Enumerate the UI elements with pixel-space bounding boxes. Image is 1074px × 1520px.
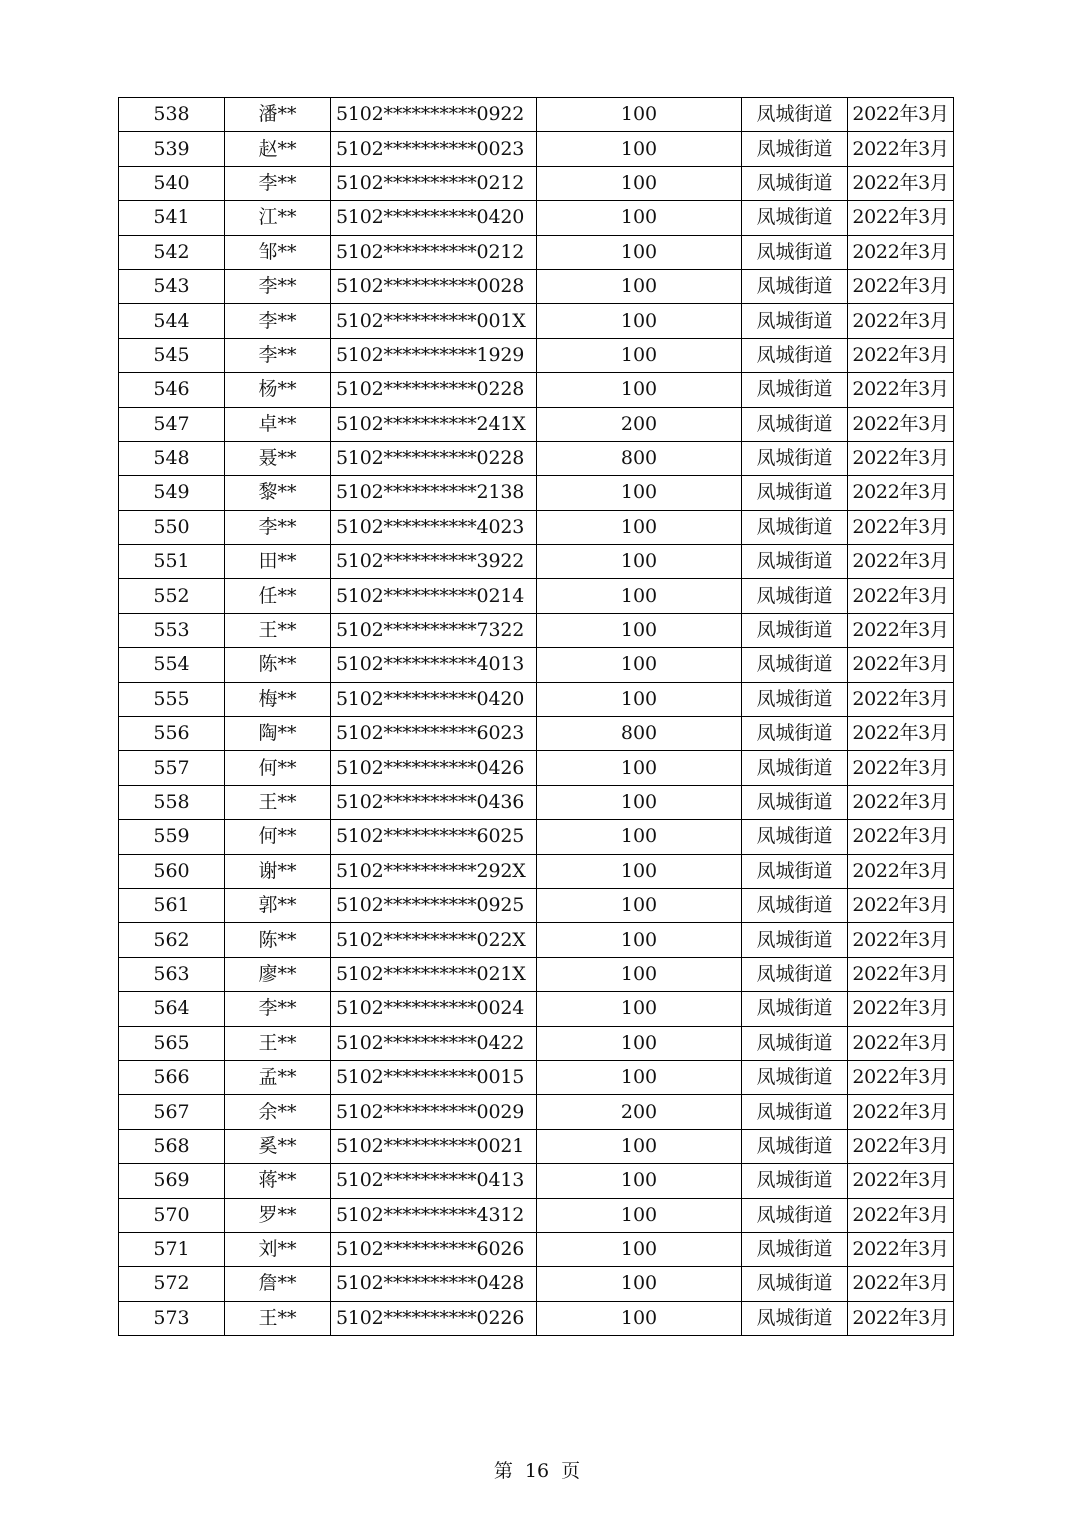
street-cell: 凤城街道: [742, 132, 848, 166]
amount-cell: 100: [537, 613, 742, 647]
amount-cell: 100: [537, 820, 742, 854]
name-cell: 王**: [225, 785, 331, 819]
date-cell: 2022年3月: [848, 407, 954, 441]
table-row: [119, 1026, 954, 1060]
table-row: [119, 407, 954, 441]
table-row: [119, 992, 954, 1026]
row-number-cell: 549: [119, 476, 225, 510]
name-cell: 王**: [225, 1026, 331, 1060]
row-number-cell: 564: [119, 992, 225, 1026]
date-cell: 2022年3月: [848, 545, 954, 579]
table-row: [119, 613, 954, 647]
table-row: [119, 888, 954, 922]
date-cell: 2022年3月: [848, 201, 954, 235]
row-number-cell: 563: [119, 957, 225, 991]
street-cell: 凤城街道: [742, 923, 848, 957]
table-row: [119, 785, 954, 819]
date-cell: 2022年3月: [848, 1198, 954, 1232]
date-cell: 2022年3月: [848, 373, 954, 407]
table-row: [119, 820, 954, 854]
table-row: [119, 579, 954, 613]
name-cell: 刘**: [225, 1232, 331, 1266]
date-cell: 2022年3月: [848, 1026, 954, 1060]
date-cell: 2022年3月: [848, 1267, 954, 1301]
street-cell: 凤城街道: [742, 510, 848, 544]
name-cell: 聂**: [225, 441, 331, 475]
name-cell: 黎**: [225, 476, 331, 510]
street-cell: 凤城街道: [742, 648, 848, 682]
amount-cell: 100: [537, 373, 742, 407]
id-number-cell: 5102**********6026: [331, 1232, 537, 1266]
name-cell: 余**: [225, 1095, 331, 1129]
street-cell: 凤城街道: [742, 1129, 848, 1163]
id-number-cell: 5102**********0422: [331, 1026, 537, 1060]
street-cell: 凤城街道: [742, 98, 848, 132]
row-number-cell: 566: [119, 1060, 225, 1094]
id-number-cell: 5102**********0228: [331, 373, 537, 407]
amount-cell: 100: [537, 1060, 742, 1094]
id-number-cell: 5102**********0922: [331, 98, 537, 132]
row-number-cell: 562: [119, 923, 225, 957]
street-cell: 凤城街道: [742, 1232, 848, 1266]
name-cell: 赵**: [225, 132, 331, 166]
table-row: [119, 1267, 954, 1301]
street-cell: 凤城街道: [742, 1301, 848, 1335]
date-cell: 2022年3月: [848, 1232, 954, 1266]
street-cell: 凤城街道: [742, 1198, 848, 1232]
date-cell: 2022年3月: [848, 441, 954, 475]
id-number-cell: 5102**********7322: [331, 613, 537, 647]
name-cell: 王**: [225, 613, 331, 647]
amount-cell: 100: [537, 992, 742, 1026]
name-cell: 孟**: [225, 1060, 331, 1094]
amount-cell: 800: [537, 441, 742, 475]
records-table: [118, 97, 954, 1336]
name-cell: 任**: [225, 579, 331, 613]
table-row: [119, 269, 954, 303]
row-number-cell: 569: [119, 1164, 225, 1198]
name-cell: 邹**: [225, 235, 331, 269]
street-cell: 凤城街道: [742, 785, 848, 819]
row-number-cell: 556: [119, 717, 225, 751]
date-cell: 2022年3月: [848, 785, 954, 819]
name-cell: 谢**: [225, 854, 331, 888]
amount-cell: 100: [537, 269, 742, 303]
street-cell: 凤城街道: [742, 682, 848, 716]
row-number-cell: 548: [119, 441, 225, 475]
id-number-cell: 5102**********6023: [331, 717, 537, 751]
row-number-cell: 540: [119, 166, 225, 200]
row-number-cell: 573: [119, 1301, 225, 1335]
id-number-cell: 5102**********0024: [331, 992, 537, 1026]
street-cell: 凤城街道: [742, 1060, 848, 1094]
amount-cell: 100: [537, 957, 742, 991]
id-number-cell: 5102**********0023: [331, 132, 537, 166]
table-row: [119, 476, 954, 510]
table-row: [119, 854, 954, 888]
name-cell: 李**: [225, 338, 331, 372]
row-number-cell: 544: [119, 304, 225, 338]
table-row: [119, 1164, 954, 1198]
date-cell: 2022年3月: [848, 1095, 954, 1129]
date-cell: 2022年3月: [848, 1129, 954, 1163]
name-cell: 陈**: [225, 648, 331, 682]
row-number-cell: 538: [119, 98, 225, 132]
name-cell: 詹**: [225, 1267, 331, 1301]
name-cell: 蒋**: [225, 1164, 331, 1198]
date-cell: 2022年3月: [848, 682, 954, 716]
row-number-cell: 559: [119, 820, 225, 854]
amount-cell: 100: [537, 682, 742, 716]
date-cell: 2022年3月: [848, 613, 954, 647]
id-number-cell: 5102**********0021: [331, 1129, 537, 1163]
table-row: [119, 338, 954, 372]
id-number-cell: 5102**********001X: [331, 304, 537, 338]
street-cell: 凤城街道: [742, 166, 848, 200]
table-row: [119, 235, 954, 269]
id-number-cell: 5102**********022X: [331, 923, 537, 957]
id-number-cell: 5102**********0925: [331, 888, 537, 922]
page-label-prefix: 第: [493, 1460, 513, 1482]
street-cell: 凤城街道: [742, 613, 848, 647]
row-number-cell: 558: [119, 785, 225, 819]
table-row: [119, 1301, 954, 1335]
row-number-cell: 554: [119, 648, 225, 682]
id-number-cell: 5102**********292X: [331, 854, 537, 888]
table-row: [119, 132, 954, 166]
amount-cell: 100: [537, 888, 742, 922]
table-row: [119, 923, 954, 957]
id-number-cell: 5102**********0029: [331, 1095, 537, 1129]
name-cell: 何**: [225, 820, 331, 854]
id-number-cell: 5102**********0426: [331, 751, 537, 785]
date-cell: 2022年3月: [848, 923, 954, 957]
row-number-cell: 572: [119, 1267, 225, 1301]
name-cell: 李**: [225, 510, 331, 544]
amount-cell: 100: [537, 476, 742, 510]
street-cell: 凤城街道: [742, 269, 848, 303]
street-cell: 凤城街道: [742, 888, 848, 922]
row-number-cell: 551: [119, 545, 225, 579]
amount-cell: 200: [537, 407, 742, 441]
name-cell: 李**: [225, 992, 331, 1026]
row-number-cell: 545: [119, 338, 225, 372]
date-cell: 2022年3月: [848, 888, 954, 922]
page-footer: [0, 1456, 1074, 1483]
amount-cell: 100: [537, 201, 742, 235]
id-number-cell: 5102**********0228: [331, 441, 537, 475]
street-cell: 凤城街道: [742, 717, 848, 751]
amount-cell: 100: [537, 235, 742, 269]
table-row: [119, 441, 954, 475]
table-row: [119, 1129, 954, 1163]
amount-cell: 100: [537, 1267, 742, 1301]
amount-cell: 100: [537, 648, 742, 682]
street-cell: 凤城街道: [742, 304, 848, 338]
name-cell: 田**: [225, 545, 331, 579]
street-cell: 凤城街道: [742, 407, 848, 441]
date-cell: 2022年3月: [848, 166, 954, 200]
street-cell: 凤城街道: [742, 476, 848, 510]
amount-cell: 100: [537, 1026, 742, 1060]
date-cell: 2022年3月: [848, 717, 954, 751]
id-number-cell: 5102**********0226: [331, 1301, 537, 1335]
name-cell: 杨**: [225, 373, 331, 407]
amount-cell: 200: [537, 1095, 742, 1129]
row-number-cell: 546: [119, 373, 225, 407]
name-cell: 江**: [225, 201, 331, 235]
amount-cell: 100: [537, 751, 742, 785]
date-cell: 2022年3月: [848, 579, 954, 613]
name-cell: 廖**: [225, 957, 331, 991]
amount-cell: 100: [537, 1232, 742, 1266]
amount-cell: 100: [537, 510, 742, 544]
street-cell: 凤城街道: [742, 957, 848, 991]
date-cell: 2022年3月: [848, 338, 954, 372]
amount-cell: 100: [537, 854, 742, 888]
row-number-cell: 552: [119, 579, 225, 613]
name-cell: 郭**: [225, 888, 331, 922]
id-number-cell: 5102**********2138: [331, 476, 537, 510]
id-number-cell: 5102**********4023: [331, 510, 537, 544]
street-cell: 凤城街道: [742, 579, 848, 613]
id-number-cell: 5102**********0212: [331, 166, 537, 200]
id-number-cell: 5102**********0420: [331, 682, 537, 716]
page-number: 16: [524, 1460, 550, 1482]
row-number-cell: 553: [119, 613, 225, 647]
date-cell: 2022年3月: [848, 1164, 954, 1198]
row-number-cell: 565: [119, 1026, 225, 1060]
table-row: [119, 304, 954, 338]
row-number-cell: 550: [119, 510, 225, 544]
name-cell: 梅**: [225, 682, 331, 716]
name-cell: 陈**: [225, 923, 331, 957]
street-cell: 凤城街道: [742, 373, 848, 407]
table-row: [119, 682, 954, 716]
row-number-cell: 543: [119, 269, 225, 303]
row-number-cell: 561: [119, 888, 225, 922]
name-cell: 奚**: [225, 1129, 331, 1163]
amount-cell: 100: [537, 1164, 742, 1198]
table-row: [119, 1232, 954, 1266]
amount-cell: 100: [537, 304, 742, 338]
name-cell: 陶**: [225, 717, 331, 751]
street-cell: 凤城街道: [742, 854, 848, 888]
street-cell: 凤城街道: [742, 235, 848, 269]
amount-cell: 100: [537, 98, 742, 132]
row-number-cell: 571: [119, 1232, 225, 1266]
name-cell: 李**: [225, 269, 331, 303]
street-cell: 凤城街道: [742, 545, 848, 579]
street-cell: 凤城街道: [742, 820, 848, 854]
street-cell: 凤城街道: [742, 1267, 848, 1301]
row-number-cell: 560: [119, 854, 225, 888]
name-cell: 何**: [225, 751, 331, 785]
street-cell: 凤城街道: [742, 751, 848, 785]
date-cell: 2022年3月: [848, 132, 954, 166]
name-cell: 卓**: [225, 407, 331, 441]
amount-cell: 100: [537, 545, 742, 579]
name-cell: 李**: [225, 304, 331, 338]
id-number-cell: 5102**********3922: [331, 545, 537, 579]
amount-cell: 800: [537, 717, 742, 751]
date-cell: 2022年3月: [848, 751, 954, 785]
amount-cell: 100: [537, 1198, 742, 1232]
name-cell: 罗**: [225, 1198, 331, 1232]
street-cell: 凤城街道: [742, 441, 848, 475]
amount-cell: 100: [537, 785, 742, 819]
table-row: [119, 648, 954, 682]
id-number-cell: 5102**********0413: [331, 1164, 537, 1198]
date-cell: 2022年3月: [848, 648, 954, 682]
id-number-cell: 5102**********0428: [331, 1267, 537, 1301]
table-row: [119, 373, 954, 407]
amount-cell: 100: [537, 579, 742, 613]
street-cell: 凤城街道: [742, 1164, 848, 1198]
date-cell: 2022年3月: [848, 1301, 954, 1335]
table-row: [119, 201, 954, 235]
name-cell: 李**: [225, 166, 331, 200]
row-number-cell: 568: [119, 1129, 225, 1163]
id-number-cell: 5102**********021X: [331, 957, 537, 991]
row-number-cell: 542: [119, 235, 225, 269]
id-number-cell: 5102**********4013: [331, 648, 537, 682]
id-number-cell: 5102**********0015: [331, 1060, 537, 1094]
page-label-suffix: 页: [561, 1460, 581, 1482]
records-table-body: [119, 98, 954, 1336]
date-cell: 2022年3月: [848, 235, 954, 269]
table-row: [119, 545, 954, 579]
amount-cell: 100: [537, 166, 742, 200]
row-number-cell: 547: [119, 407, 225, 441]
date-cell: 2022年3月: [848, 992, 954, 1026]
row-number-cell: 570: [119, 1198, 225, 1232]
date-cell: 2022年3月: [848, 820, 954, 854]
street-cell: 凤城街道: [742, 338, 848, 372]
id-number-cell: 5102**********1929: [331, 338, 537, 372]
table-row: [119, 1060, 954, 1094]
amount-cell: 100: [537, 1129, 742, 1163]
id-number-cell: 5102**********0028: [331, 269, 537, 303]
row-number-cell: 567: [119, 1095, 225, 1129]
table-row: [119, 957, 954, 991]
name-cell: 潘**: [225, 98, 331, 132]
row-number-cell: 557: [119, 751, 225, 785]
id-number-cell: 5102**********0436: [331, 785, 537, 819]
table-row: [119, 717, 954, 751]
id-number-cell: 5102**********0420: [331, 201, 537, 235]
amount-cell: 100: [537, 132, 742, 166]
date-cell: 2022年3月: [848, 476, 954, 510]
table-row: [119, 510, 954, 544]
id-number-cell: 5102**********0212: [331, 235, 537, 269]
name-cell: 王**: [225, 1301, 331, 1335]
street-cell: 凤城街道: [742, 201, 848, 235]
amount-cell: 100: [537, 1301, 742, 1335]
date-cell: 2022年3月: [848, 98, 954, 132]
row-number-cell: 541: [119, 201, 225, 235]
id-number-cell: 5102**********4312: [331, 1198, 537, 1232]
id-number-cell: 5102**********0214: [331, 579, 537, 613]
table-row: [119, 98, 954, 132]
amount-cell: 100: [537, 923, 742, 957]
table-row: [119, 751, 954, 785]
date-cell: 2022年3月: [848, 1060, 954, 1094]
id-number-cell: 5102**********241X: [331, 407, 537, 441]
street-cell: 凤城街道: [742, 992, 848, 1026]
street-cell: 凤城街道: [742, 1026, 848, 1060]
date-cell: 2022年3月: [848, 510, 954, 544]
amount-cell: 100: [537, 338, 742, 372]
street-cell: 凤城街道: [742, 1095, 848, 1129]
table-row: [119, 1198, 954, 1232]
id-number-cell: 5102**********6025: [331, 820, 537, 854]
table-row: [119, 1095, 954, 1129]
date-cell: 2022年3月: [848, 269, 954, 303]
date-cell: 2022年3月: [848, 957, 954, 991]
date-cell: 2022年3月: [848, 854, 954, 888]
table-row: [119, 166, 954, 200]
date-cell: 2022年3月: [848, 304, 954, 338]
row-number-cell: 555: [119, 682, 225, 716]
row-number-cell: 539: [119, 132, 225, 166]
